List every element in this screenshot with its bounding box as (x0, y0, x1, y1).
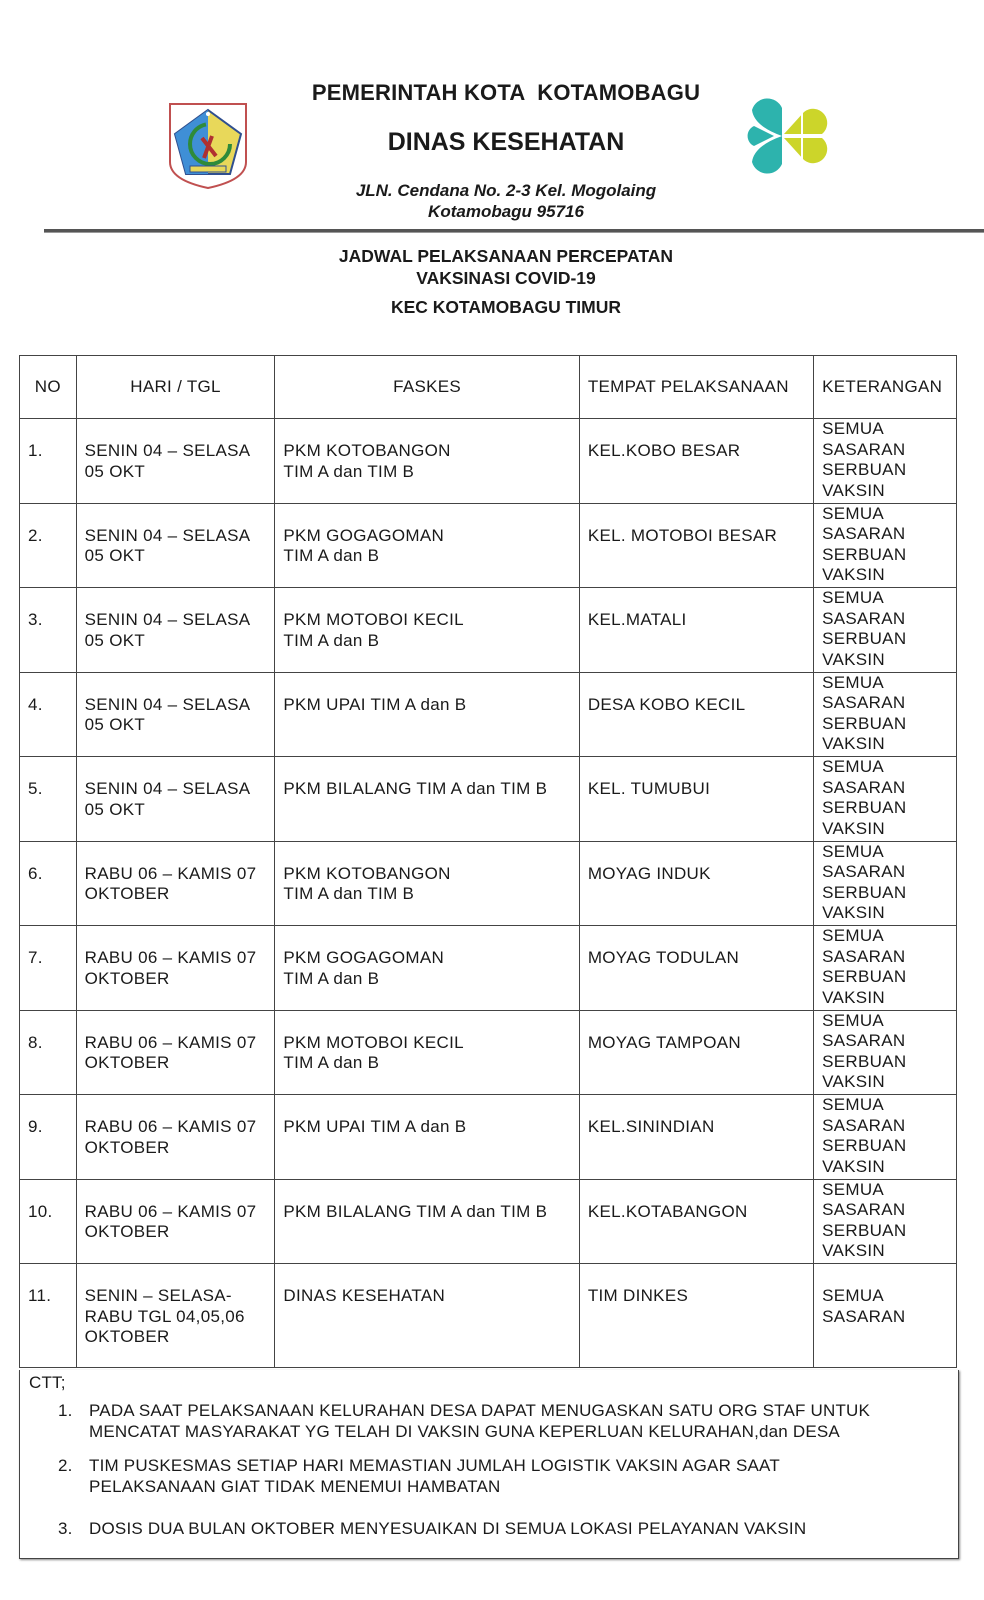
cell-faskes-line: TIM A dan TIM B (283, 461, 415, 481)
cell-tempat-line: DESA KOBO KECIL (587, 694, 746, 714)
header-faskes: FASKES (275, 356, 579, 419)
cell-keterangan-line: VAKSIN (822, 1241, 886, 1260)
cell-keterangan-line: SEMUA (822, 419, 885, 438)
cell-keterangan-line: VAKSIN (822, 1156, 886, 1176)
cell-keterangan-line: VAKSIN (822, 565, 886, 584)
letterhead-divider (44, 229, 984, 233)
cell-tempat (579, 926, 813, 1011)
cell-faskes (275, 1010, 579, 1095)
title-line-3: KEC KOTAMOBAGU TIMUR (390, 297, 622, 317)
cell-faskes-line: PKM UPAI TIM A dan B (283, 694, 467, 714)
cell-faskes-line: TIM A dan B (283, 546, 380, 565)
cell-no-line: 3. (28, 610, 43, 629)
cell-hari-tgl-line: OKTOBER (84, 1222, 170, 1241)
vaccination-schedule-table (19, 355, 957, 1368)
cell-keterangan-line: SERBUAN (822, 629, 907, 648)
government-name: PEMERINTAH KOTA KOTAMOBAGU (311, 80, 701, 105)
cell-no-line: 1. (28, 441, 43, 460)
cell-keterangan-line: SERBUAN (822, 1220, 907, 1240)
cell-keterangan-line: SEMUA (822, 1095, 885, 1114)
cell-tempat (579, 757, 813, 842)
cell-keterangan (814, 1179, 957, 1264)
cell-keterangan (814, 1095, 957, 1180)
cell-faskes (275, 1264, 579, 1368)
cell-keterangan-line: VAKSIN (822, 480, 886, 500)
cell-no-line: 8. (28, 1032, 43, 1052)
cell-no (20, 1264, 77, 1368)
cell-keterangan-line: SASARAN (822, 1306, 906, 1326)
cell-keterangan-line: SERBUAN (822, 882, 907, 902)
cell-faskes-line: PKM BILALANG TIM A dan TIM B (283, 1201, 548, 1221)
cell-faskes-line: TIM A dan B (283, 630, 380, 650)
cell-keterangan (814, 419, 957, 504)
cell-keterangan-line: SASARAN (822, 1031, 906, 1050)
notes-section (19, 1370, 959, 1559)
cell-hari-tgl-line: RABU 06 – KAMIS 07 (84, 1117, 257, 1136)
cell-no (20, 588, 77, 673)
cell-keterangan-line: SEMUA (822, 588, 885, 607)
cell-faskes-line: PKM GOGAGOMAN (283, 525, 445, 545)
cell-hari-tgl-line: OKTOBER (84, 968, 170, 988)
note-number: 3. (58, 1519, 73, 1538)
table-row (20, 841, 957, 926)
notes-label: CTT; (29, 1373, 66, 1392)
cell-faskes (275, 757, 579, 842)
cell-keterangan-line: SERBUAN (822, 544, 907, 564)
note-item (58, 1400, 938, 1442)
cell-keterangan-line: SERBUAN (822, 798, 907, 817)
cell-faskes (275, 672, 579, 757)
address-line-1: JLN. Cendana No. 2-3 Kel. Mogolaing (355, 181, 657, 200)
cell-keterangan (814, 588, 957, 673)
cell-hari-tgl-line: SENIN 04 – SELASA (84, 610, 251, 629)
cell-faskes-line: PKM MOTOBOI KECIL (283, 1032, 464, 1052)
cell-no-line: 7. (28, 948, 43, 967)
cell-tempat-line: KEL. MOTOBOI BESAR (587, 525, 778, 545)
cell-keterangan-line: SASARAN (822, 439, 906, 459)
table-row (20, 588, 957, 673)
cell-keterangan-line: VAKSIN (822, 734, 886, 753)
cell-tempat (579, 503, 813, 588)
cell-no (20, 503, 77, 588)
cell-tempat (579, 1095, 813, 1180)
cell-no (20, 1095, 77, 1180)
cell-hari-tgl-line: RABU 06 – KAMIS 07 (84, 1201, 257, 1221)
cell-no (20, 1010, 77, 1095)
cell-hari-tgl-line: SENIN 04 – SELASA (84, 525, 251, 545)
cell-keterangan-line: SEMUA (822, 1179, 885, 1199)
document-title (0, 245, 984, 318)
cell-hari-tgl-line: SENIN 04 – SELASA (84, 694, 251, 714)
table-row (20, 926, 957, 1011)
note-text: PELAKSANAAN GIAT TIDAK MENEMUI HAMBATAN (89, 1477, 501, 1496)
cell-tempat (579, 1179, 813, 1264)
table-row (20, 419, 957, 504)
cell-hari-tgl-line: SENIN 04 – SELASA (84, 779, 251, 798)
cell-tempat-line: MOYAG TAMPOAN (587, 1032, 741, 1052)
cell-faskes-line: PKM GOGAGOMAN (283, 948, 445, 967)
cell-keterangan-line: SERBUAN (822, 1136, 907, 1155)
cell-keterangan-line: SEMUA (822, 503, 885, 523)
cell-hari-tgl-line: 05 OKT (84, 715, 146, 734)
cell-keterangan (814, 503, 957, 588)
cell-no (20, 841, 77, 926)
cell-keterangan (814, 1264, 957, 1368)
cell-keterangan-line: VAKSIN (822, 903, 886, 922)
cell-tempat (579, 1264, 813, 1368)
note-number: 1. (58, 1401, 73, 1420)
cell-faskes-line: TIM A dan B (283, 1053, 380, 1072)
cell-hari-tgl (76, 926, 275, 1011)
note-item (58, 1455, 938, 1497)
note-text: TIM PUSKESMAS SETIAP HARI MEMASTIAN JUMLAH LOGISTIK VAKSIN AGAR SAAT (89, 1456, 780, 1475)
cell-hari-tgl (76, 1010, 275, 1095)
cell-hari-tgl-line: OKTOBER (84, 1137, 170, 1157)
cell-keterangan-line: SERBUAN (822, 713, 907, 733)
cell-hari-tgl-line: RABU 06 – KAMIS 07 (84, 1032, 257, 1052)
cell-keterangan-line: SEMUA (822, 926, 885, 945)
cell-no-line: 9. (28, 1117, 43, 1136)
cell-hari-tgl (76, 1179, 275, 1264)
cell-hari-tgl-line: 05 OKT (84, 799, 146, 819)
address-line-2: Kotamobagu 95716 (428, 202, 584, 221)
agency-address (0, 180, 984, 222)
note-text: DOSIS DUA BULAN OKTOBER MENYESUAIKAN DI SEMUA LOKASI PELAYANAN VAKSIN (89, 1519, 807, 1538)
cell-faskes-line: PKM BILALANG TIM A dan TIM B (283, 779, 548, 798)
cell-keterangan-line: SEMUA (822, 1286, 885, 1305)
cell-keterangan-line: SEMUA (822, 841, 885, 861)
cell-keterangan (814, 757, 957, 842)
cell-keterangan-line: VAKSIN (822, 1072, 886, 1091)
cell-keterangan-line: SEMUA (822, 672, 885, 692)
cell-tempat-line: KEL.SININDIAN (587, 1117, 715, 1136)
cell-keterangan-line: VAKSIN (822, 987, 886, 1007)
cell-tempat (579, 1010, 813, 1095)
cell-hari-tgl (76, 841, 275, 926)
cell-keterangan-line: SASARAN (822, 524, 906, 543)
letterhead (0, 0, 984, 240)
cell-keterangan-line: SEMUA (822, 1010, 885, 1030)
table-row (20, 1264, 957, 1368)
cell-faskes-line: TIM A dan B (283, 968, 380, 988)
table-body (20, 419, 957, 1368)
cell-hari-tgl-line: OKTOBER (84, 884, 170, 903)
cell-tempat (579, 419, 813, 504)
header-no: NO (20, 356, 77, 419)
cell-keterangan-line: SEMUA (822, 757, 885, 776)
note-text: MENCATAT MASYARAKAT YG TELAH DI VAKSIN GUNA KEPERLUAN KELURAHAN,dan DESA (89, 1422, 840, 1441)
cell-no-line: 4. (28, 694, 43, 714)
cell-no-line: 10. (28, 1201, 53, 1221)
cell-faskes-line: PKM MOTOBOI KECIL (283, 610, 464, 629)
cell-keterangan-line: SERBUAN (822, 967, 907, 986)
cell-keterangan (814, 841, 957, 926)
cell-faskes-line: PKM KOTOBANGON (283, 863, 451, 883)
cell-no (20, 1179, 77, 1264)
cell-hari-tgl (76, 1264, 275, 1368)
cell-keterangan-line: VAKSIN (822, 649, 886, 669)
cell-no (20, 926, 77, 1011)
cell-faskes (275, 503, 579, 588)
cell-faskes-line: TIM A dan TIM B (283, 884, 415, 903)
table-row (20, 757, 957, 842)
agency-name: DINAS KESEHATAN (387, 128, 625, 156)
cell-no-line: 11. (28, 1286, 52, 1305)
note-number: 2. (58, 1456, 73, 1475)
cell-hari-tgl-line: 05 OKT (84, 461, 146, 481)
cell-faskes (275, 1095, 579, 1180)
table-row (20, 1179, 957, 1264)
cell-keterangan-line: SASARAN (822, 946, 906, 966)
cell-no (20, 419, 77, 504)
cell-tempat (579, 841, 813, 926)
cell-faskes (275, 926, 579, 1011)
cell-tempat-line: KEL.KOBO BESAR (587, 441, 741, 460)
cell-hari-tgl-line: SENIN 04 – SELASA (84, 441, 251, 460)
cell-faskes-line: DINAS KESEHATAN (283, 1286, 446, 1305)
cell-no (20, 672, 77, 757)
cell-tempat-line: MOYAG INDUK (587, 863, 711, 883)
table-row (20, 1010, 957, 1095)
cell-tempat-line: TIM DINKES (587, 1286, 689, 1305)
cell-keterangan-line: SASARAN (822, 1200, 906, 1219)
cell-faskes (275, 841, 579, 926)
cell-faskes (275, 588, 579, 673)
cell-hari-tgl-line: 05 OKT (84, 546, 146, 565)
header-tempat-pelaksanaan: TEMPAT PELAKSANAAN (579, 356, 813, 419)
cell-hari-tgl (76, 419, 275, 504)
cell-faskes (275, 419, 579, 504)
cell-hari-tgl-line: RABU TGL 04,05,06 (84, 1306, 245, 1326)
cell-hari-tgl-line: OKTOBER (84, 1053, 170, 1072)
cell-no-line: 5. (28, 779, 43, 798)
cell-hari-tgl (76, 503, 275, 588)
cell-tempat-line: KEL.KOTABANGON (587, 1201, 748, 1221)
cell-keterangan-line: SERBUAN (822, 1051, 907, 1071)
cell-keterangan-line: SASARAN (822, 777, 906, 797)
cell-hari-tgl (76, 757, 275, 842)
cell-no (20, 757, 77, 842)
table-row (20, 503, 957, 588)
cell-hari-tgl-line: RABU 06 – KAMIS 07 (84, 863, 257, 883)
cell-keterangan (814, 926, 957, 1011)
cell-keterangan (814, 672, 957, 757)
cell-keterangan (814, 1010, 957, 1095)
note-item (58, 1518, 938, 1539)
cell-keterangan-line: SASARAN (822, 608, 906, 628)
table-row (20, 672, 957, 757)
title-line-1: JADWAL PELAKSANAAN PERCEPATAN (338, 246, 674, 266)
note-text: PADA SAAT PELAKSANAAN KELURAHAN DESA DAPAT MENUGASKAN SATU ORG STAF UNTUK (89, 1401, 871, 1420)
header-hari-tgl: HARI / TGL (76, 356, 275, 419)
cell-faskes-line: PKM KOTOBANGON (283, 441, 451, 460)
cell-faskes (275, 1179, 579, 1264)
table-header-row (20, 356, 957, 419)
cell-no-line: 2. (28, 525, 43, 545)
cell-tempat (579, 672, 813, 757)
cell-hari-tgl-line: 05 OKT (84, 630, 146, 650)
cell-keterangan-line: VAKSIN (822, 818, 886, 838)
cell-tempat-line: KEL.MATALI (587, 610, 687, 629)
cell-keterangan-line: SERBUAN (822, 460, 907, 479)
cell-hari-tgl (76, 672, 275, 757)
cell-hari-tgl-line: SENIN – SELASA- (84, 1286, 232, 1305)
cell-no-line: 6. (28, 863, 43, 883)
cell-hari-tgl (76, 1095, 275, 1180)
cell-faskes-line: PKM UPAI TIM A dan B (283, 1117, 467, 1136)
cell-keterangan-line: SASARAN (822, 693, 906, 712)
header-keterangan: KETERANGAN (814, 356, 957, 419)
cell-hari-tgl (76, 588, 275, 673)
cell-keterangan-line: SASARAN (822, 1115, 906, 1135)
title-line-2: VAKSINASI COVID-19 (416, 268, 596, 288)
cell-hari-tgl-line: OKTOBER (84, 1327, 170, 1346)
table-row (20, 1095, 957, 1180)
cell-tempat-line: KEL. TUMUBUI (587, 779, 711, 798)
cell-keterangan-line: SASARAN (822, 862, 906, 881)
cell-tempat (579, 588, 813, 673)
cell-tempat-line: MOYAG TODULAN (587, 948, 740, 967)
cell-hari-tgl-line: RABU 06 – KAMIS 07 (84, 948, 257, 967)
